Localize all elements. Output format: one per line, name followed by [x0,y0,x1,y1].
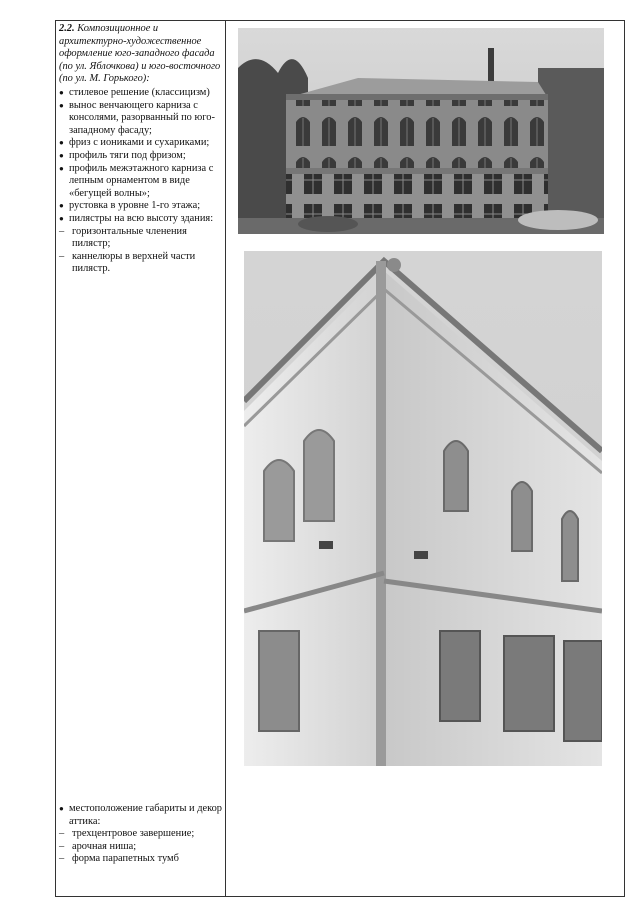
list-subitem: – форма парапетных тумб [59,853,222,866]
list-item: ● вынос венчающего карниза с консолями, разорванный по юго-западному фасаду; [59,100,222,138]
section-number: 2.2. [59,23,75,34]
document-table [55,20,625,897]
column-divider [225,21,226,896]
description-column [59,23,222,276]
feature-list [59,87,222,276]
attic-feature-list [59,803,222,866]
list-subitem: – арочная ниша; [59,841,222,854]
section-heading [59,23,222,86]
list-item: ● профиль межэтажного карниза с лепным орнаментом в виде «бегущей волны»; [59,163,222,201]
list-item: ● профиль тяги под фризом; [59,150,222,163]
list-subitem: – каннелюры в верхней части пилястр. [59,251,222,276]
facade-photo-image [238,28,604,234]
list-subitem: – трехцентровое завершение; [59,828,222,841]
section-title: Композиционное и архитектурно-художественное оформление юго-западного фасада (по ул. Яблочкова) и юго-восточного (по ул. М. Горького): [59,23,221,85]
corner-photo-image [244,251,602,766]
facade-photo [238,28,604,234]
corner-photo [244,251,602,766]
list-item: ● местоположение габариты и декор аттика: [59,803,222,828]
list-item: ● пилястры на всю высоту здания: [59,213,222,226]
list-subitem: – горизонтальные членения пилястр; [59,226,222,251]
list-item: ● стилевое решение (классицизм) [59,87,222,100]
list-item: ● фриз с иониками и сухариками; [59,137,222,150]
list-item: ● рустовка в уровне 1-го этажа; [59,200,222,213]
